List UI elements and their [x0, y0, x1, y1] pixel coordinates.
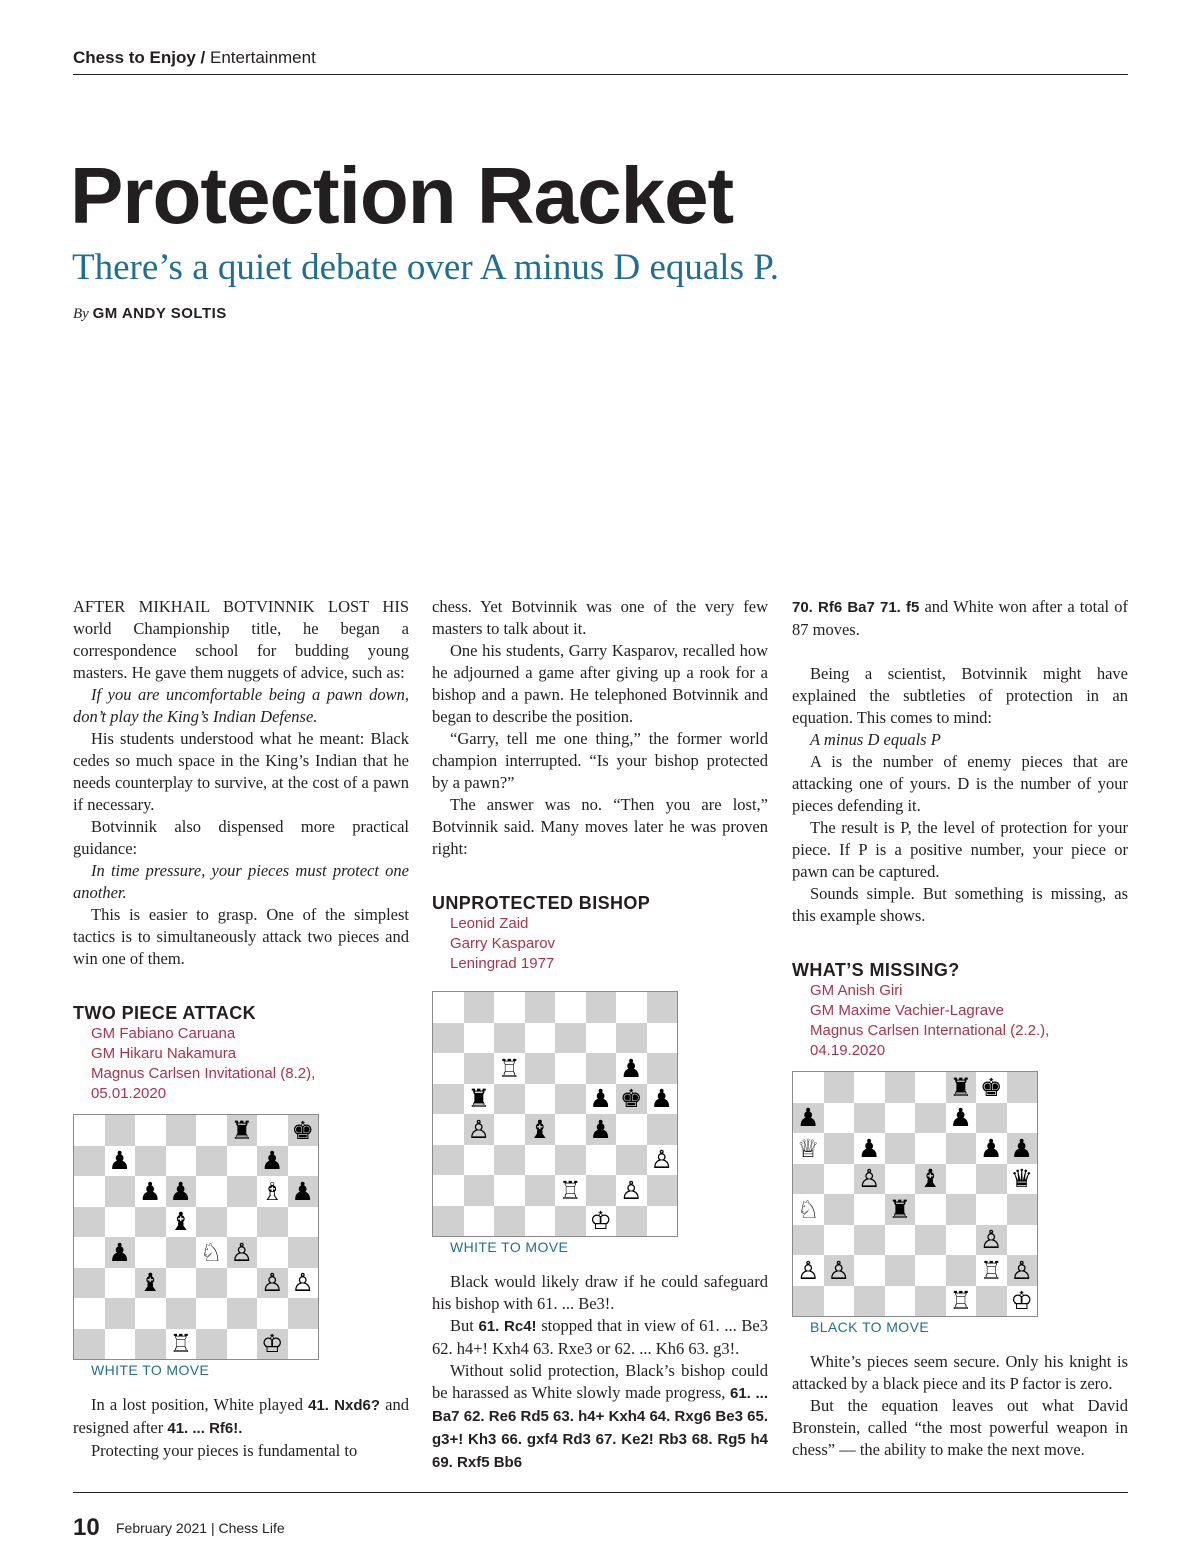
board-square [227, 1146, 258, 1177]
board-square [74, 1329, 105, 1360]
chess-piece-square: ♙︎ [793, 1255, 824, 1286]
board-square [586, 1145, 617, 1176]
chess-piece-square: ♕︎ [793, 1133, 824, 1164]
text-run: and White won after a total of 87 moves. [792, 597, 1128, 639]
board-square [555, 1023, 586, 1054]
page-number: 10 [73, 1514, 100, 1541]
chess-piece-square: ♙︎ [257, 1268, 288, 1299]
board-square [885, 1103, 916, 1134]
paragraph: Botvinnik also dispensed more practical guidance: [73, 817, 409, 858]
chess-piece-square: ♖︎ [555, 1175, 586, 1206]
board-square [288, 1237, 319, 1268]
text-run: In a lost position, White played [91, 1395, 309, 1414]
chess-piece-square: ♚︎ [616, 1084, 647, 1115]
board-square [288, 1207, 319, 1238]
paragraph [792, 596, 1128, 641]
board-square [135, 1146, 166, 1177]
board-square [793, 1286, 824, 1317]
game-white-player: GM Fabiano Caruana [91, 1025, 236, 1042]
chess-piece-square: ♜︎ [464, 1084, 495, 1115]
board-square [555, 1053, 586, 1084]
chess-piece-square: ♗︎ [257, 1176, 288, 1207]
game-heading: WHAT’S MISSING? [792, 960, 960, 980]
paragraph [432, 1360, 768, 1474]
chess-piece-square: ♙︎ [464, 1114, 495, 1145]
board-square [525, 1084, 556, 1115]
byline [73, 305, 227, 323]
board-square [494, 1084, 525, 1115]
board-square [464, 992, 495, 1023]
board-square [824, 1286, 855, 1317]
chess-piece-square: ♖︎ [976, 1255, 1007, 1286]
chess-piece-square: ♚︎ [288, 1115, 319, 1146]
chess-piece-square: ♙︎ [616, 1175, 647, 1206]
board-square [196, 1176, 227, 1207]
board-square [227, 1207, 258, 1238]
chess-piece-square: ♜︎ [885, 1194, 916, 1225]
chess-piece-square: ♝︎ [166, 1207, 197, 1238]
board-square [885, 1286, 916, 1317]
chess-piece-square: ♔︎ [1007, 1286, 1038, 1317]
game-date: 05.01.2020 [91, 1085, 167, 1102]
board-square [288, 1329, 319, 1360]
game-white-player: Leonid Zaid [450, 915, 529, 932]
board-square [885, 1133, 916, 1164]
board-square [555, 1084, 586, 1115]
board-square [464, 1023, 495, 1054]
board-square [494, 1023, 525, 1054]
paragraph: If you are uncomfortable being a pawn down, don’t play the King’s Indian Defense. [73, 685, 409, 726]
board-square [647, 1206, 678, 1237]
game-event: Magnus Carlsen Invitational (8.2), [91, 1065, 316, 1082]
game-black-player: Garry Kasparov [450, 935, 556, 952]
board-square [854, 1255, 885, 1286]
diagram-caption: BLACK TO MOVE [810, 1319, 930, 1335]
board-square [616, 1114, 647, 1145]
board-square [885, 1072, 916, 1103]
paragraph: One his students, Garry Kasparov, recalled how he adjourned a game after giving up a rook for a bishop and a pawn. He telephoned Botvinnik and began to describe the position. [432, 641, 768, 726]
board-square [824, 1103, 855, 1134]
board-square [555, 1145, 586, 1176]
chess-diagram [73, 1114, 319, 1360]
game-white-player: GM Anish Giri [810, 982, 903, 999]
board-square [616, 1145, 647, 1176]
text-run: stopped that in view of 61. ... Be3 62. h4+! Kxh4 63. Rxe3 or 62. ... Kh6 63. g3!. [432, 1316, 768, 1358]
chess-piece-square: ♟︎ [586, 1114, 617, 1145]
board-square [824, 1225, 855, 1256]
board-square [946, 1194, 977, 1225]
text-run: But [450, 1316, 479, 1335]
board-square [915, 1133, 946, 1164]
board-square [257, 1298, 288, 1329]
board-square [854, 1103, 885, 1134]
board-square [586, 1175, 617, 1206]
board-square [793, 1164, 824, 1195]
board-square [616, 1206, 647, 1237]
board-square [105, 1268, 136, 1299]
board-square [166, 1237, 197, 1268]
board-square [227, 1268, 258, 1299]
paragraph: A is the number of enemy pieces that are attacking one of yours. D is the number of your pieces defending it. [792, 752, 1128, 815]
header-category: Entertainment [209, 48, 316, 67]
board-square [227, 1329, 258, 1360]
board-square [854, 1286, 885, 1317]
board-square [647, 1023, 678, 1054]
board-square [166, 1115, 197, 1146]
board-square [74, 1237, 105, 1268]
board-square [525, 1053, 556, 1084]
board-square [166, 1146, 197, 1177]
move-notation: 61. Rc4! [478, 1318, 537, 1335]
game-date: 04.19.2020 [810, 1042, 886, 1059]
paragraph: In time pressure, your pieces must protect one another. [73, 861, 409, 902]
paragraph: chess. Yet Botvinnik was one of the very few masters to talk about it. [432, 597, 768, 638]
chess-piece-square: ♟︎ [135, 1176, 166, 1207]
byline-by: By [73, 306, 89, 322]
paragraph: His students understood what he meant: Black cedes so much space in the King’s Indian that he needs counterplay to survive, at the cost of a pawn if necessary. [73, 729, 409, 814]
board-square [885, 1164, 916, 1195]
board-square [1007, 1194, 1038, 1225]
chess-piece-square: ♚︎ [976, 1072, 1007, 1103]
board-square [196, 1207, 227, 1238]
byline-author: GM ANDY SOLTIS [92, 305, 227, 322]
chess-piece-square: ♟︎ [288, 1176, 319, 1207]
board-square [196, 1268, 227, 1299]
board-square [976, 1103, 1007, 1134]
board-square [824, 1164, 855, 1195]
chess-piece-square: ♔︎ [257, 1329, 288, 1360]
board-square [105, 1176, 136, 1207]
paragraph: Protecting your pieces is fundamental to [91, 1441, 358, 1460]
board-square [647, 1053, 678, 1084]
paragraph: Being a scientist, Botvinnik might have explained the subtleties of protection in an equation. This comes to mind: [792, 664, 1128, 727]
board-square [494, 1114, 525, 1145]
game-black-player: GM Hikaru Nakamura [91, 1045, 237, 1062]
board-square [433, 1175, 464, 1206]
board-square [1007, 1072, 1038, 1103]
board-square [74, 1115, 105, 1146]
chess-piece-square: ♛︎ [1007, 1164, 1038, 1195]
board-square [464, 1053, 495, 1084]
board-square [976, 1164, 1007, 1195]
board-square [433, 1053, 464, 1084]
board-square [525, 1023, 556, 1054]
running-header [73, 48, 1128, 75]
diagram-caption: WHITE TO MOVE [91, 1362, 210, 1378]
paragraph: Sounds simple. But something is missing, as this example shows. [792, 884, 1128, 925]
board-square [586, 1023, 617, 1054]
board-square [616, 1023, 647, 1054]
paragraph: The answer was no. “Then you are lost,” Botvinnik said. Many moves later he was proven right: [432, 795, 768, 858]
chess-piece-square: ♟︎ [586, 1084, 617, 1115]
column-1 [73, 596, 409, 1462]
board-square [196, 1298, 227, 1329]
board-square [135, 1115, 166, 1146]
chess-piece-square: ♔︎ [586, 1206, 617, 1237]
game-heading: UNPROTECTED BISHOP [432, 893, 651, 913]
board-square [74, 1146, 105, 1177]
chess-piece-square: ♙︎ [854, 1164, 885, 1195]
text-run: and resigned after [73, 1395, 409, 1437]
board-square [525, 1206, 556, 1237]
board-square [494, 1206, 525, 1237]
board-square [464, 1145, 495, 1176]
chess-piece-square: ♟︎ [105, 1237, 136, 1268]
paragraph [432, 1315, 768, 1360]
board-square [616, 992, 647, 1023]
board-square [135, 1298, 166, 1329]
board-square [105, 1115, 136, 1146]
chess-piece-square: ♙︎ [1007, 1255, 1038, 1286]
board-square [885, 1225, 916, 1256]
move-notation: 70. Rf6 Ba7 71. f5 [792, 599, 920, 616]
board-square [1007, 1225, 1038, 1256]
chess-piece-square: ♖︎ [494, 1053, 525, 1084]
board-square [196, 1115, 227, 1146]
board-square [196, 1329, 227, 1360]
board-square [915, 1255, 946, 1286]
board-square [946, 1255, 977, 1286]
board-square [915, 1225, 946, 1256]
paragraph: But the equation leaves out what David Bronstein, called “the most powerful weapon in chess” — the ability to make the next move. [792, 1396, 1128, 1459]
game-event: Leningrad 1977 [450, 955, 555, 972]
board-square [824, 1072, 855, 1103]
board-square [915, 1194, 946, 1225]
board-square [135, 1329, 166, 1360]
move-notation: 41. ... Rf6!. [167, 1420, 243, 1437]
board-square [824, 1194, 855, 1225]
board-square [586, 1053, 617, 1084]
board-square [288, 1146, 319, 1177]
board-square [915, 1072, 946, 1103]
chess-piece-square: ♟︎ [854, 1133, 885, 1164]
board-square [74, 1176, 105, 1207]
header-separator: / [195, 48, 210, 67]
board-square [464, 1175, 495, 1206]
board-square [976, 1194, 1007, 1225]
chess-piece-square: ♙︎ [824, 1255, 855, 1286]
board-square [74, 1268, 105, 1299]
board-square [525, 1175, 556, 1206]
board-square [915, 1286, 946, 1317]
chess-diagram [792, 1071, 1038, 1317]
chess-piece-square: ♜︎ [227, 1115, 258, 1146]
board-square [946, 1164, 977, 1195]
board-square [1007, 1103, 1038, 1134]
chess-piece-square: ♙︎ [976, 1225, 1007, 1256]
board-square [647, 992, 678, 1023]
chess-piece-square: ♙︎ [227, 1237, 258, 1268]
chess-piece-square: ♝︎ [525, 1114, 556, 1145]
board-square [946, 1225, 977, 1256]
board-square [464, 1206, 495, 1237]
board-square [976, 1286, 1007, 1317]
chess-piece-square: ♜︎ [946, 1072, 977, 1103]
board-square [946, 1133, 977, 1164]
chess-piece-square: ♖︎ [946, 1286, 977, 1317]
board-square [105, 1298, 136, 1329]
board-square [433, 1023, 464, 1054]
board-square [105, 1207, 136, 1238]
chess-piece-square: ♟︎ [257, 1146, 288, 1177]
board-square [494, 1175, 525, 1206]
chess-piece-square: ♟︎ [166, 1176, 197, 1207]
board-square [227, 1176, 258, 1207]
game-black-player: GM Maxime Vachier-Lagrave [810, 1002, 1004, 1019]
board-square [793, 1072, 824, 1103]
paragraph: A minus D equals P [810, 730, 941, 749]
paragraph: This is easier to grasp. One of the simplest tactics is to simultaneously attack two pieces and win one of them. [73, 905, 409, 968]
board-square [555, 1114, 586, 1145]
article-subtitle: There’s a quiet debate over A minus D equals P. [72, 247, 779, 288]
board-square [854, 1072, 885, 1103]
footer-text: February 2021 | Chess Life [116, 1520, 285, 1536]
move-notation: 61. ... Ba7 62. Re6 Rd5 63. h4+ Kxh4 64. Rxg6 Be3 65. g3+! Kh3 66. gxf4 Rd3 67. Ke2! Rb3 68. Rg5 h4 69. Rxf5 Bb6 [432, 1385, 768, 1471]
board-square [555, 992, 586, 1023]
paragraph: AFTER MIKHAIL BOTVINNIK LOST HIS world Championship title, he began a correspondence school for budding young masters. He gave them nuggets of advice, such as: [73, 597, 409, 682]
column-3 [792, 596, 1128, 1461]
chess-piece-square: ♝︎ [915, 1164, 946, 1195]
footer-rule [73, 1492, 1128, 1493]
board-square [257, 1115, 288, 1146]
board-square [74, 1298, 105, 1329]
chess-piece-square: ♙︎ [288, 1268, 319, 1299]
chess-piece-square: ♙︎ [647, 1145, 678, 1176]
board-square [74, 1207, 105, 1238]
board-square [494, 992, 525, 1023]
board-square [257, 1207, 288, 1238]
header-section: Chess to Enjoy [73, 48, 196, 67]
board-square [288, 1298, 319, 1329]
board-square [257, 1237, 288, 1268]
paragraph: The result is P, the level of protection for your piece. If P is a positive number, your piece or pawn can be captured. [792, 818, 1128, 881]
chess-piece-square: ♝︎ [135, 1268, 166, 1299]
chess-piece-square: ♟︎ [616, 1053, 647, 1084]
board-square [854, 1225, 885, 1256]
board-square [525, 992, 556, 1023]
board-square [854, 1194, 885, 1225]
chess-piece-square: ♟︎ [647, 1084, 678, 1115]
game-event: Magnus Carlsen International (2.2.), [810, 1022, 1050, 1039]
paragraph: Black would likely draw if he could safeguard his bishop with 61. ... Be3!. [432, 1272, 768, 1313]
article-title: Protection Racket [70, 151, 734, 240]
board-square [647, 1114, 678, 1145]
chess-diagram [432, 991, 678, 1237]
chess-piece-square: ♘︎ [793, 1194, 824, 1225]
chess-piece-square: ♟︎ [1007, 1133, 1038, 1164]
chess-piece-square: ♟︎ [793, 1103, 824, 1134]
board-square [433, 1206, 464, 1237]
board-square [166, 1298, 197, 1329]
diagram-caption: WHITE TO MOVE [450, 1239, 569, 1255]
board-square [555, 1206, 586, 1237]
board-square [915, 1103, 946, 1134]
move-notation: 41. Nxd6? [308, 1397, 380, 1414]
board-square [525, 1145, 556, 1176]
board-square [586, 992, 617, 1023]
column-2 [432, 596, 768, 1474]
board-square [196, 1146, 227, 1177]
board-square [824, 1133, 855, 1164]
chess-piece-square: ♖︎ [166, 1329, 197, 1360]
board-square [227, 1298, 258, 1329]
board-square [494, 1145, 525, 1176]
chess-piece-square: ♟︎ [946, 1103, 977, 1134]
board-square [135, 1207, 166, 1238]
board-square [105, 1329, 136, 1360]
board-square [885, 1255, 916, 1286]
board-square [647, 1175, 678, 1206]
board-square [433, 1145, 464, 1176]
board-square [166, 1268, 197, 1299]
chess-piece-square: ♟︎ [105, 1146, 136, 1177]
chess-piece-square: ♘︎ [196, 1237, 227, 1268]
paragraph: White’s pieces seem secure. Only his knight is attacked by a black piece and its P factor is zero. [792, 1352, 1128, 1393]
board-square [433, 1114, 464, 1145]
board-square [793, 1225, 824, 1256]
board-square [135, 1237, 166, 1268]
paragraph [73, 1394, 409, 1440]
board-square [433, 992, 464, 1023]
chess-piece-square: ♟︎ [976, 1133, 1007, 1164]
paragraph: “Garry, tell me one thing,” the former world champion interrupted. “Is your bishop protected by a pawn?” [432, 729, 768, 792]
text-run: Without solid protection, Black’s bishop could be harassed as White slowly made progress, [432, 1361, 768, 1402]
board-square [433, 1084, 464, 1115]
game-heading: TWO PIECE ATTACK [73, 1003, 257, 1023]
